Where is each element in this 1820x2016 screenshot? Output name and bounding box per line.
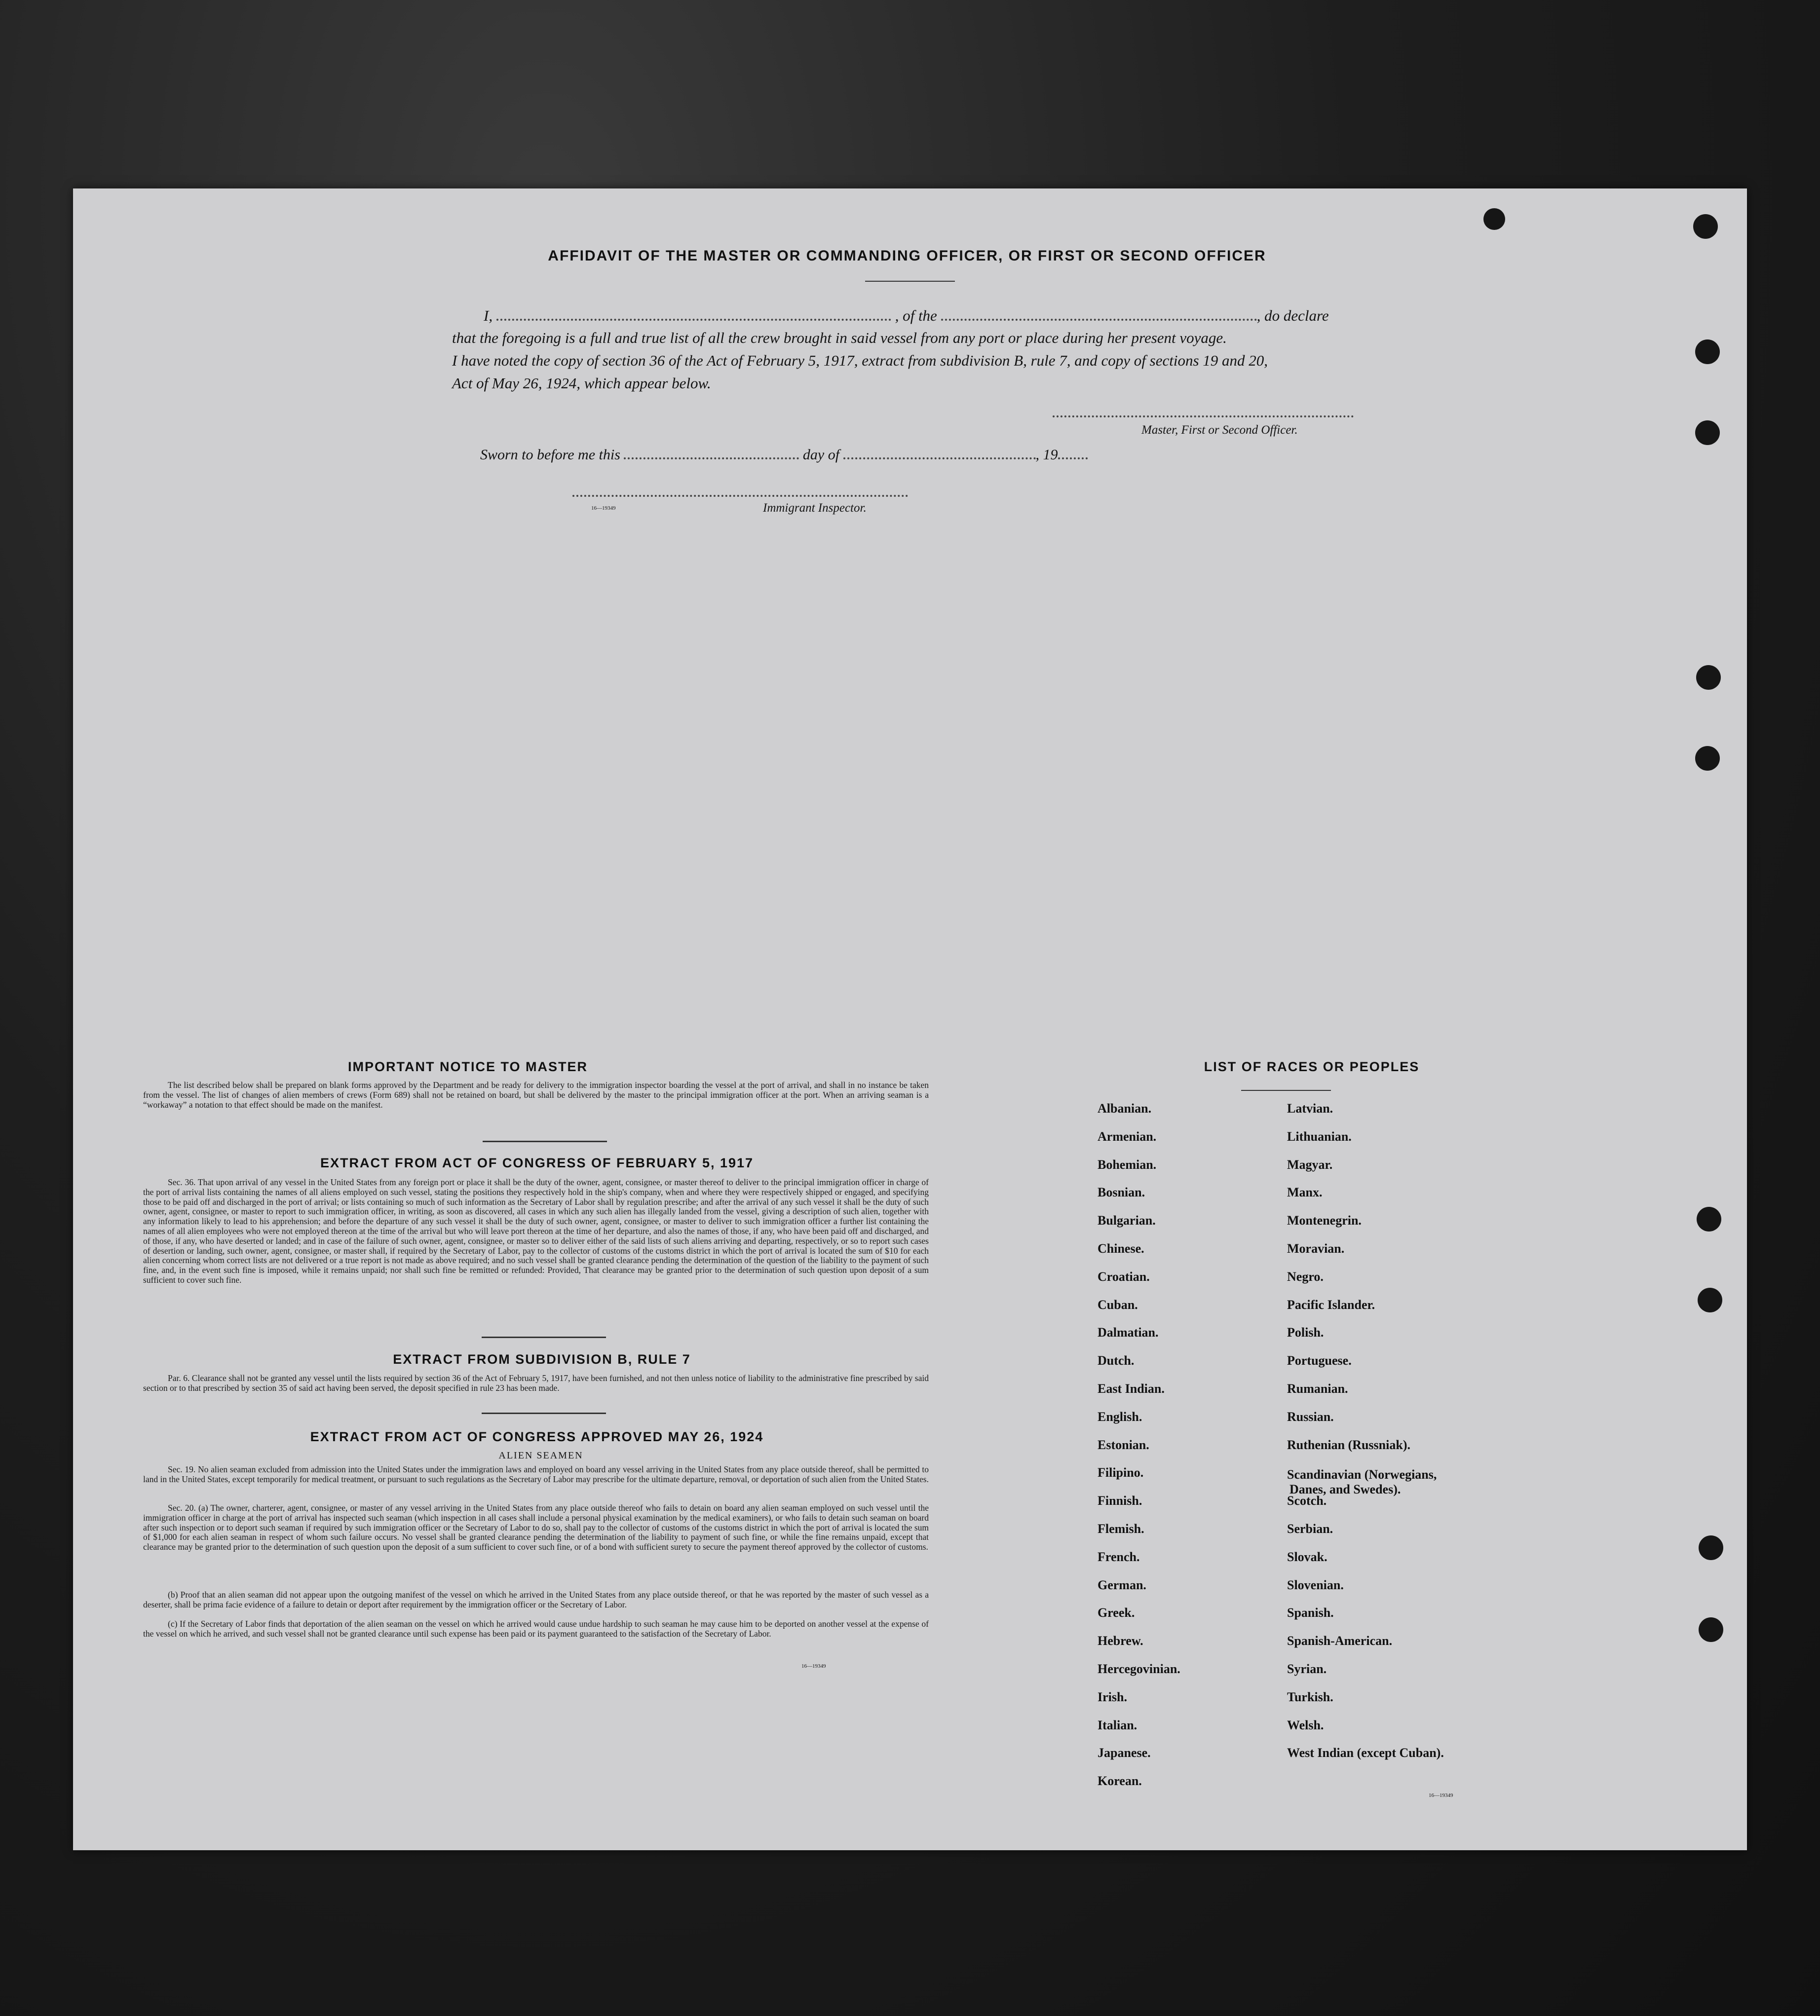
master-signature-label: Master, First or Second Officer. — [1141, 423, 1298, 437]
race-item: Hercegovinian. — [1098, 1662, 1180, 1676]
notice-title: IMPORTANT NOTICE TO MASTER — [348, 1059, 588, 1074]
race-item: Bulgarian. — [1098, 1213, 1156, 1228]
right-form-number: 16—19349 — [1429, 1792, 1453, 1798]
race-item: English. — [1098, 1409, 1142, 1424]
race-item: West Indian (except Cuban). — [1287, 1746, 1444, 1760]
race-item: Armenian. — [1098, 1129, 1157, 1144]
extract-1917-title: EXTRACT FROM ACT OF CONGRESS OF FEBRUARY 5, 1917 — [320, 1156, 754, 1170]
sworn-label: Sworn to before me this — [480, 447, 620, 463]
sec20a-text: Sec. 20. (a) The owner, charterer, agent, consignee, or master of any vessel arriving in the United States from any place outside thereof who fails to detain on board any alien seaman employed on such vessel until the immigration officer in charge at the port of arrival has inspected such seaman (which inspection in all cases shall include a personal physical examination by the medical examiners), or who fails to detain such seaman on board after such inspection or to deport such seaman if required by such immigration officer or the Secretary of Labor to do so, shall pay to the collector of customs of the customs district in which the port of arrival is located the sum of $1,000 for each alien seaman in respect of whom such failure occurs. No vessel shall be granted clearance pending the determination of the liability to payment of such fine, or while the fine remains unpaid, except that clearance may be granted prior to the determination of such question upon the deposit of a sum sufficient to cover such fine, or of a bond with sufficient surety to secure the payment thereof approved by the collector of customs. — [143, 1503, 929, 1552]
race-item: Dalmatian. — [1098, 1325, 1159, 1340]
extract-rule7-title: EXTRACT FROM SUBDIVISION B, RULE 7 — [393, 1352, 691, 1367]
notice-text: The list described below shall be prepared on blank forms approved by the Department and be ready for delivery to the immigration inspector boarding the vessel at the port of arrival, and shall in no instance be taken from the vessel. The list of changes of alien members of crews (Form 689) shall not be retained on board, but shall be delivered by the master to the principal immigration officer at the port. When an arriving seaman is a “workaway” a notation to that effect should be made on the manifest. — [143, 1080, 929, 1110]
punch-hole — [1697, 1207, 1721, 1232]
race-item: Ruthenian (Russniak). — [1287, 1437, 1410, 1452]
of-the-label: , of the — [895, 307, 937, 324]
punch-hole — [1695, 420, 1720, 445]
punch-hole — [1483, 208, 1505, 230]
master-signature-field[interactable] — [1053, 415, 1354, 417]
race-item: Spanish-American. — [1287, 1634, 1393, 1648]
race-item: East Indian. — [1098, 1381, 1165, 1396]
sec20c-text: (c) If the Secretary of Labor finds that deportation of the alien seaman on the vessel on which he arrived would cause undue hardship to such seaman he may cause him to be deported on another vessel at the expense of the vessel on which he arrived, and such vessel shall not be granted clearance until such expense has been paid or its payment guaranteed to the satisfaction of the Secretary of Labor. — [143, 1619, 929, 1639]
inspector-label: Immigrant Inspector. — [763, 501, 867, 515]
do-declare-label: , do declare — [1256, 307, 1329, 324]
race-item: Slovak. — [1287, 1549, 1327, 1564]
sworn-month-field[interactable] — [843, 457, 1036, 459]
divider — [482, 1413, 606, 1414]
extract-1924-title: EXTRACT FROM ACT OF CONGRESS APPROVED MAY 26, 1924 — [310, 1429, 764, 1444]
affidavit-line-2: that the foregoing is a full and true list of all the crew brought in said vessel from any port or place during her present voyage. — [452, 329, 1227, 346]
year-field[interactable] — [1058, 457, 1088, 459]
extract-rule7-text: Par. 6. Clearance shall not be granted any vessel until the lists required by section 36 of the Act of February 5, 1917, have been furnished, and not then unless notice of liability to the administrative fine prescribed by said section or to that prescribed by section 35 of said act having been served, the deposit specified in rule 23 has been made. — [143, 1373, 929, 1393]
race-item: Magyar. — [1287, 1157, 1333, 1172]
race-item: Moravian. — [1287, 1241, 1345, 1256]
race-item: Russian. — [1287, 1409, 1334, 1424]
punch-hole — [1696, 665, 1721, 690]
race-item: Danes, and Swedes). — [1289, 1482, 1401, 1497]
declarant-line — [484, 307, 1461, 325]
race-item: Polish. — [1287, 1325, 1324, 1340]
declarant-prefix: I, — [484, 307, 493, 324]
race-item: Italian. — [1098, 1717, 1138, 1732]
race-item: Bohemian. — [1098, 1157, 1157, 1172]
divider — [482, 1337, 606, 1338]
year-prefix: , 19 — [1035, 447, 1058, 463]
race-item: French. — [1098, 1549, 1140, 1564]
extract-1917-text: Sec. 36. That upon arrival of any vessel in the United States from any foreign port or place it shall be the duty of the owner, agent, consignee, or master thereof to deliver to the principal immigration officer in charge of the port of arrival lists containing the names of all aliens employed on such vessel, stating the positions they respectively hold in the ship's company, when and where they were respectively shipped or engaged, and specifying those to be paid off and discharged in the port of arrival; or lists containing so much of such information as the Secretary of Labor shall by regulation prescribe; and after the arrival of any such vessel it shall be the duty of such owner, agent, consignee, or master to report to such immigration officer, in writing, as soon as discovered, all cases in which any such alien has illegally landed from the vessel, giving a description of such alien, together with any information likely to lead to his apprehension; and before the departure of any such vessel it shall be the duty of such owner, agent, consignee, or master to deliver to such immigration officer a further list containing the names of all alien employees who were not employed thereon at the time of the arrival but who will leave port thereon at the time of her departure, and also the names of those, if any, who have been paid off and discharged, and of those, if any, who have deserted or landed; and in case of the failure of such owner, agent, consignee, or master so to deliver either of the said lists of such aliens arriving and departing, respectively, or so to report such cases of desertion or landing, such owner, agent, consignee, or master shall, if required by the Secretary of Labor, pay to the collector of customs of the customs district in which the port of arrival is located the sum of $10 for each alien concerning whom correct lists are not delivered or a true report is not made as above required; and no such vessel shall be granted clearance pending the determination of the question of the liability to the payment of such fine, and, in the event such fine is imposed, while it remains unpaid; nor shall such fine be remitted or refunded: Provided, That clearance may be granted prior to the determination of such question upon deposit of a sum sufficient to cover such fine. — [143, 1177, 929, 1285]
sec19-text: Sec. 19. No alien seaman excluded from admission into the United States under the immigration laws and employed on board any vessel arriving in the United States from any place outside thereof, shall be permitted to land in the United States, except temporarily for medical treatment, or pursuant to such regulations as the Secretary of Labor may prescribe for the ultimate departure, removal, or deportation of such alien from the United States. — [143, 1464, 929, 1484]
race-item: Scandinavian (Norwegians, — [1287, 1467, 1437, 1482]
affidavit-title: AFFIDAVIT OF THE MASTER OR COMMANDING OFFICER, OR FIRST OR SECOND OFFICER — [548, 248, 1266, 264]
race-item: Portuguese. — [1287, 1353, 1352, 1368]
race-item: Slovenian. — [1287, 1577, 1344, 1592]
race-item: Rumanian. — [1287, 1381, 1348, 1396]
race-item: Negro. — [1287, 1269, 1324, 1284]
race-item: Welsh. — [1287, 1717, 1324, 1732]
race-item: Syrian. — [1287, 1662, 1327, 1676]
race-item: Manx. — [1287, 1185, 1323, 1200]
vessel-field[interactable] — [941, 319, 1257, 321]
sworn-day-field[interactable] — [624, 457, 799, 459]
inspector-signature-field[interactable] — [572, 495, 908, 497]
punch-hole — [1693, 214, 1718, 239]
race-item: Filipino. — [1098, 1465, 1144, 1480]
races-title: LIST OF RACES OR PEOPLES — [1204, 1059, 1420, 1074]
punch-hole — [1698, 1288, 1722, 1312]
race-item: Finnish. — [1098, 1493, 1142, 1508]
form-sheet — [73, 188, 1747, 1850]
race-item: Chinese. — [1098, 1241, 1144, 1256]
race-item: German. — [1098, 1577, 1146, 1592]
race-item: Lithuanian. — [1287, 1129, 1352, 1144]
race-item: Scotch. — [1287, 1493, 1327, 1508]
race-item: Hebrew. — [1098, 1634, 1143, 1648]
race-item: Croatian. — [1098, 1269, 1150, 1284]
race-item: Serbian. — [1287, 1522, 1333, 1536]
race-item: Japanese. — [1098, 1746, 1151, 1760]
punch-hole — [1699, 1617, 1723, 1642]
alien-seamen-subtitle: ALIEN SEAMEN — [498, 1450, 583, 1461]
affidavit-line-3: I have noted the copy of section 36 of the Act of February 5, 1917, extract from subdivision B, rule 7, and copy of sections 19 and 20, — [452, 352, 1268, 369]
race-item: Turkish. — [1287, 1689, 1333, 1704]
punch-hole — [1695, 746, 1720, 771]
race-item: Korean. — [1098, 1774, 1142, 1789]
race-item: Greek. — [1098, 1605, 1135, 1620]
race-item: Estonian. — [1098, 1437, 1149, 1452]
race-item: Cuban. — [1098, 1297, 1138, 1312]
day-of-label: day of — [802, 447, 840, 463]
race-item: Montenegrin. — [1287, 1213, 1362, 1228]
divider — [865, 281, 955, 282]
race-item: Bosnian. — [1098, 1185, 1145, 1200]
punch-hole — [1699, 1535, 1723, 1560]
race-item: Spanish. — [1287, 1605, 1334, 1620]
sworn-line — [480, 447, 1088, 463]
race-item: Flemish. — [1098, 1522, 1144, 1536]
race-item: Dutch. — [1098, 1353, 1135, 1368]
name-field[interactable] — [496, 319, 891, 321]
punch-hole — [1695, 339, 1720, 364]
race-item: Latvian. — [1287, 1101, 1333, 1116]
divider — [1241, 1090, 1331, 1091]
affidavit-line-4: Act of May 26, 1924, which appear below. — [452, 374, 711, 392]
race-item: Pacific Islander. — [1287, 1297, 1375, 1312]
race-item: Albanian. — [1098, 1101, 1152, 1116]
affidavit-form-number: 16—19349 — [591, 505, 616, 511]
sec20b-text: (b) Proof that an alien seaman did not appear upon the outgoing manifest of the vessel on which he arrived in the United States from any place outside thereof, or that he was reported by the master of such vessel as a deserter, shall be prima facie evidence of a failure to detain or deport after requirement by the immigration officer or the Secretary of Labor. — [143, 1590, 929, 1609]
race-item: Irish. — [1098, 1689, 1127, 1704]
divider — [483, 1141, 607, 1142]
left-form-number: 16—19349 — [801, 1663, 826, 1669]
